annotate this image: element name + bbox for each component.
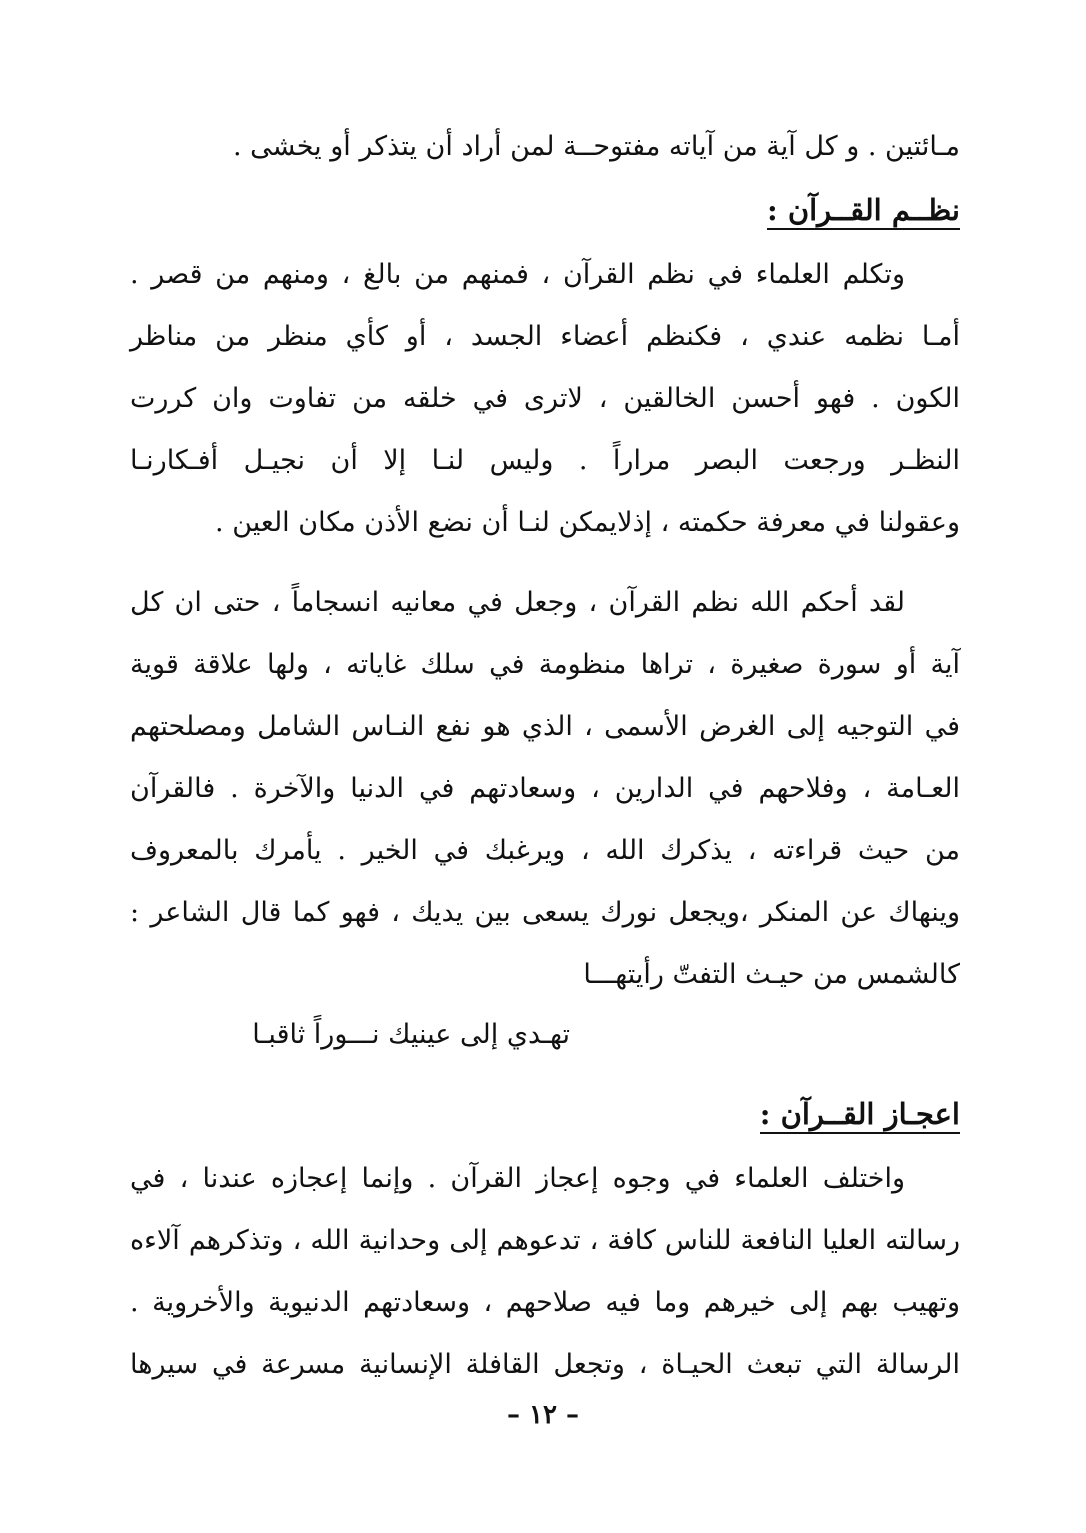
spacer [130,1134,960,1160]
spacer [130,230,960,256]
paragraph-line: رسالته العليا النافعة للناس كافة ، تدعوهم إلى وحدانية الله ، وتذكرهم آلاءه [130,1225,960,1256]
paragraph-line: أمـا نظمه عندي ، فكنظم أعضاء الجسد ، أو كأي منظر من مناظر [130,321,960,352]
paragraph [130,256,960,566]
paragraph-line: لقد أحكم الله نظم القرآن ، وجعل في معانيه انسجاماً ، حتى ان كل [130,587,905,618]
heading-text: نظــم القــرآن : [767,190,960,230]
heading-text: اعجـاز القــرآن : [760,1094,960,1134]
paragraph-line: من حيث قراءته ، يذكرك الله ، ويرغبك في الخير . يأمرك بالمعروف [130,835,960,866]
page-number: – ١٢ – [506,1400,580,1430]
paragraph-line: العـامة ، وفلاحهم في الدارين ، وسعادتهم في الدنيا والآخرة . فالقرآن [130,773,960,804]
paragraph-line: آية أو سورة صغيرة ، تراها منظومة في سلك غاياته ، ولها علاقة قوية [130,649,960,680]
paragraph-line: في التوجيه إلى الغرض الأسمى ، الذي هو نفع النـاس الشامل ومصلحتهم [130,711,960,742]
spacer [130,566,960,584]
paragraph-line: واختلف العلماء في وجوه إعجاز القرآن . وإنما إعجازه عندنا ، في [130,1163,905,1194]
verse-line: كالشمس من حيـث التفتّ رأيتهـــا [583,959,960,990]
paragraph-line: وتهيب بهم إلى خيرهم وما فيه صلاحهم ، وسعادتهم الدنيوية والأخروية . [130,1287,960,1318]
paragraph-line: وينهاك عن المنكر ،ويجعل نورك يسعى بين يديك ، فهو كما قال الشاعر : [130,897,960,928]
paragraph-line: النظـر ورجعت البصر مراراً . وليس لنـا إلا أن نجيـل أفـكارنـا [130,445,960,476]
paragraph-line: وتكلم العلماء في نظم القرآن ، فمنهم من بالغ ، ومنهم من قصر . [130,259,905,290]
paragraph-line: الرسالة التي تبعث الحيـاة ، وتجعل القافلة الإنسانية مسرعة في سيرها [130,1349,960,1380]
page-content [130,128,960,1408]
paragraph [130,1160,960,1408]
intro-line: مـائتين . و كل آية من آياته مفتوحــة لمن أراد أن يتذكر أو يخشى . [232,131,960,162]
section-heading-quran-structure [130,190,960,230]
paragraph [130,584,960,956]
verse-line: تهـدي إلى عينيك نـــوراً ثاقبـا [252,1019,570,1050]
paragraph-line: الكون . فهو أحسن الخالقين ، لاترى في خلقه من تفاوت وان كررت [130,383,960,414]
paragraph-line: وعقولنا في معرفة حكمته ، إذلايمكن لنـا أن نضع الأذن مكان العين . [215,507,960,538]
section-heading-quran-miracle [130,1094,960,1134]
spacer [130,1076,960,1094]
poem-verse [130,956,960,1076]
